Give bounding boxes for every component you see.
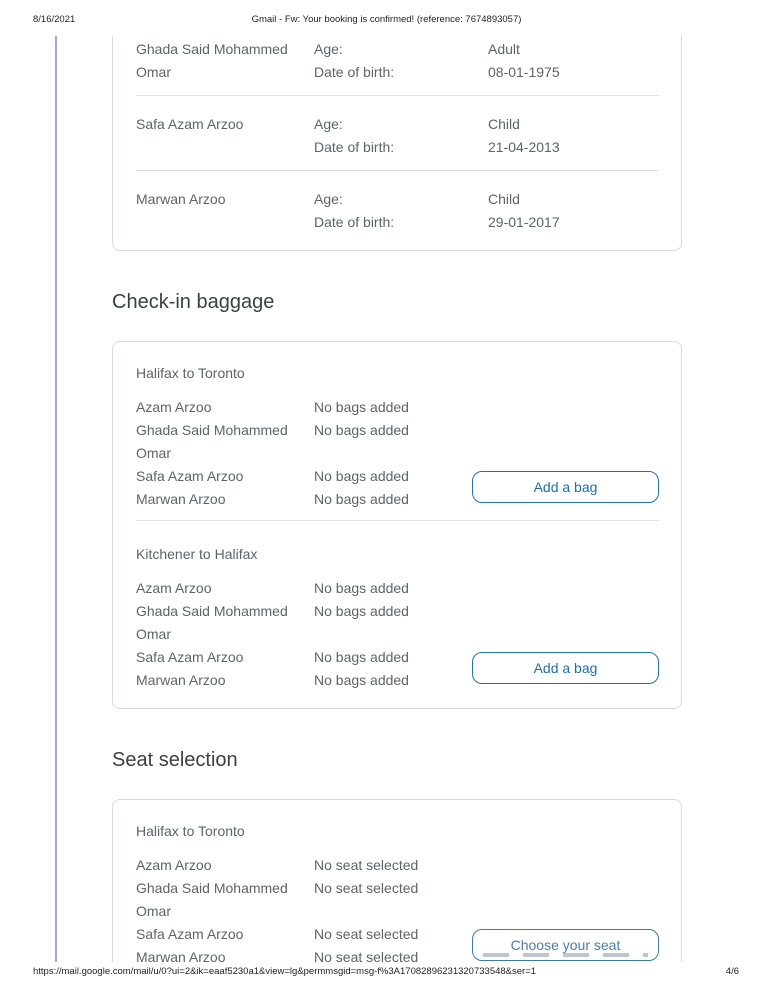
passenger-row [136,96,659,170]
print-date: 8/16/2021 [33,14,76,25]
baggage-status: No bags added [314,672,409,688]
passenger-name: Azam Arzoo [136,857,212,873]
dob-value: 21-04-2013 [488,139,560,155]
passenger-fields [314,38,659,84]
add-bag-button[interactable]: Add a bag [472,471,659,503]
dob-label: Date of birth: [314,214,395,230]
footer-page-number: 4/6 [725,966,739,977]
seat-status: No seat selected [314,926,419,942]
passenger-name: Safa Azam Arzoo [136,116,244,132]
age-label: Age: [314,191,343,207]
age-value: Child [488,116,520,132]
baggage-row [136,577,659,600]
print-title: Gmail - Fw: Your booking is confirmed! (reference: 7674893057) [251,14,522,25]
age-value: Adult [488,41,520,57]
seat-row [136,854,659,877]
route-label: Halifax to Toronto [136,365,245,381]
baggage-status: No bags added [314,649,409,665]
passenger-name: Marwan Arzoo [136,672,226,688]
age-label: Age: [314,116,343,132]
email-content [112,36,682,962]
choose-seat-label: Choose your seat [510,937,621,953]
section-heading-seats: Seat selection [112,749,238,771]
passenger-row [136,36,659,95]
age-line [314,188,659,211]
passenger-name: Safa Azam Arzoo [136,926,244,942]
baggage-row [136,396,659,419]
passenger-name: Azam Arzoo [136,580,212,596]
baggage-status: No bags added [314,399,409,415]
page-break-artifact [483,953,648,957]
seat-status: No seat selected [314,880,419,896]
dob-value: 08-01-1975 [488,64,560,80]
seat-selection-card [112,799,682,962]
passenger-row [136,171,659,250]
baggage-status: No bags added [314,422,409,438]
passenger-name: Ghada Said Mohammed Omar [136,41,288,80]
dob-line [314,211,659,234]
passenger-name: Safa Azam Arzoo [136,649,244,665]
baggage-status: No bags added [314,580,409,596]
seat-status: No seat selected [314,857,419,873]
passenger-fields [314,113,659,159]
passenger-name: Marwan Arzoo [136,491,226,507]
footer-url: https://mail.google.com/mail/u/0?ui=2&ik=eaaf5230a1&view=lg&permmsgid=msg-f%3A17082896231320733548&ser=1 [33,966,537,977]
print-footer [0,966,773,980]
age-label: Age: [314,41,343,57]
baggage-segment-kitchener-halifax [136,521,659,692]
age-line [314,113,659,136]
passenger-name: Ghada Said Mohammed Omar [136,880,288,919]
seat-row [136,877,659,923]
seat-status: No seat selected [314,949,419,962]
dob-label: Date of birth: [314,64,395,80]
baggage-status: No bags added [314,603,409,619]
passenger-name: Ghada Said Mohammed Omar [136,603,288,642]
baggage-segment-halifax-toronto [136,362,659,511]
age-line [314,38,659,61]
passenger-name: Ghada Said Mohammed Omar [136,422,288,461]
dob-line [314,61,659,84]
print-header [0,14,773,28]
seat-segment-halifax-toronto [136,820,659,962]
quote-indicator-line [55,36,57,962]
baggage-status: No bags added [314,491,409,507]
dob-value: 29-01-2017 [488,214,560,230]
choose-seat-button[interactable] [472,929,659,961]
add-bag-button[interactable]: Add a bag [472,652,659,684]
dob-line [314,136,659,159]
baggage-row [136,600,659,646]
passenger-fields [314,188,659,234]
passenger-details-card [112,36,682,251]
route-label: Kitchener to Halifax [136,546,258,562]
dob-label: Date of birth: [314,139,395,155]
baggage-card [112,341,682,709]
passenger-name: Safa Azam Arzoo [136,468,244,484]
passenger-name: Marwan Arzoo [136,949,226,962]
baggage-status: No bags added [314,468,409,484]
section-heading-baggage: Check-in baggage [112,291,275,313]
passenger-name: Azam Arzoo [136,399,212,415]
age-value: Child [488,191,520,207]
baggage-row [136,419,659,465]
passenger-name: Marwan Arzoo [136,191,226,207]
route-label: Halifax to Toronto [136,823,245,839]
